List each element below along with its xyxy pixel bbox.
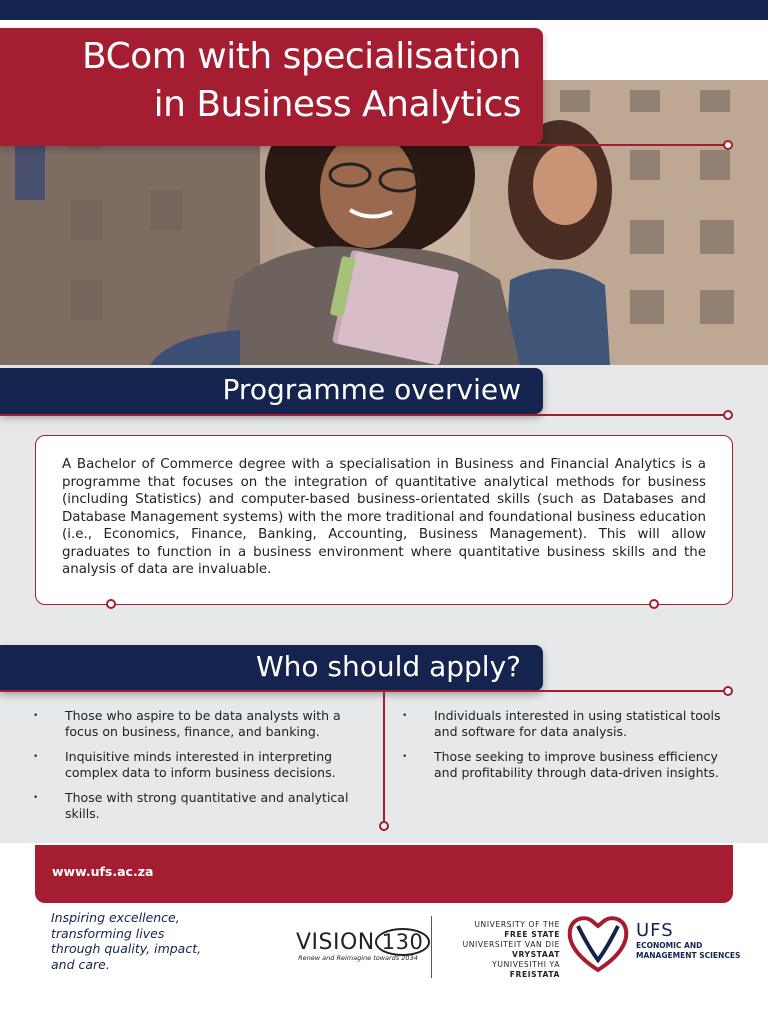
vision-tagline: Renew and Reimagine towards 2034: [298, 954, 418, 962]
list-item: • Those with strong quantitative and analytical skills.: [33, 790, 353, 822]
list-item: • Inquisitive minds interested in interpreting complex data to inform business decisions.: [33, 749, 353, 781]
apply-heading-banner: [0, 645, 543, 691]
list-item: • Those seeking to improve business efficiency and profitability through data-driven insights.: [402, 749, 742, 781]
uni-line: YUNIVESITHI YA: [492, 960, 560, 969]
faculty-line: ECONOMIC AND: [636, 941, 703, 950]
overview-card-dot-left: [106, 599, 116, 609]
footer-bar: [35, 845, 733, 903]
apply-underline: [0, 690, 728, 692]
university-name: [440, 920, 560, 980]
top-navy-bar: [0, 0, 768, 20]
list-item: • Individuals interested in using statistical tools and software for data analysis.: [402, 708, 742, 740]
apply-line-dot: [723, 686, 733, 696]
ufs-acronym: UFS: [636, 920, 674, 941]
faculty-line: MANAGEMENT SCIENCES: [636, 951, 741, 960]
ufs-heart-logo-icon: [566, 912, 630, 974]
apply-heading: Who should apply?: [255, 650, 521, 683]
apply-divider-dot: [379, 821, 389, 831]
overview-heading-banner: [0, 368, 543, 414]
apply-list-right: [402, 708, 742, 790]
vision-130-logo: [296, 928, 430, 956]
motto-text: Inspiring excellence, transforming lives through quality, impact, and care.: [51, 910, 202, 972]
uni-line: UNIVERSITY OF THE: [474, 920, 560, 929]
uni-line: VRYSTAAT: [511, 950, 560, 959]
vision-number: 130: [375, 928, 431, 956]
title-line-dot: [723, 140, 733, 150]
title-underline: [0, 144, 728, 146]
uni-line: UNIVERSITEIT VAN DIE: [462, 940, 560, 949]
faculty-name: [636, 941, 740, 961]
overview-underline: [0, 414, 728, 416]
title-line-1: BCom with specialisation: [82, 36, 521, 77]
apply-column-divider: [383, 691, 385, 822]
overview-heading: Programme overview: [222, 373, 521, 406]
uni-line: FREE STATE: [504, 930, 560, 939]
title-line-2: in Business Analytics: [153, 84, 521, 125]
logo-separator: [431, 916, 432, 978]
apply-list-left: [33, 708, 353, 831]
vision-word: VISION: [296, 930, 375, 955]
title-banner: [0, 28, 543, 144]
overview-line-dot: [723, 410, 733, 420]
uni-line: FREISTATA: [509, 970, 560, 979]
overview-text: A Bachelor of Commerce degree with a specialisation in Business and Financial Analytics is a programme that focuses on the integration of quantitative analytical methods for business (including Statistics) and computer-based business-orientated skills (such as Databases and Database Management systems) with the more traditional and foundational business education (i.e., Economics, Finance, Banking, Accounting, Business Management). This will allow graduates to function in a business environment where quantitative business skills and the analysis of data are invaluable.: [62, 457, 706, 577]
list-item: • Those who aspire to be data analysts with a focus on business, finance, and banking.: [33, 708, 353, 740]
website-link[interactable]: www.ufs.ac.za: [52, 864, 154, 879]
overview-card-dot-right: [649, 599, 659, 609]
overview-card: [35, 435, 733, 605]
